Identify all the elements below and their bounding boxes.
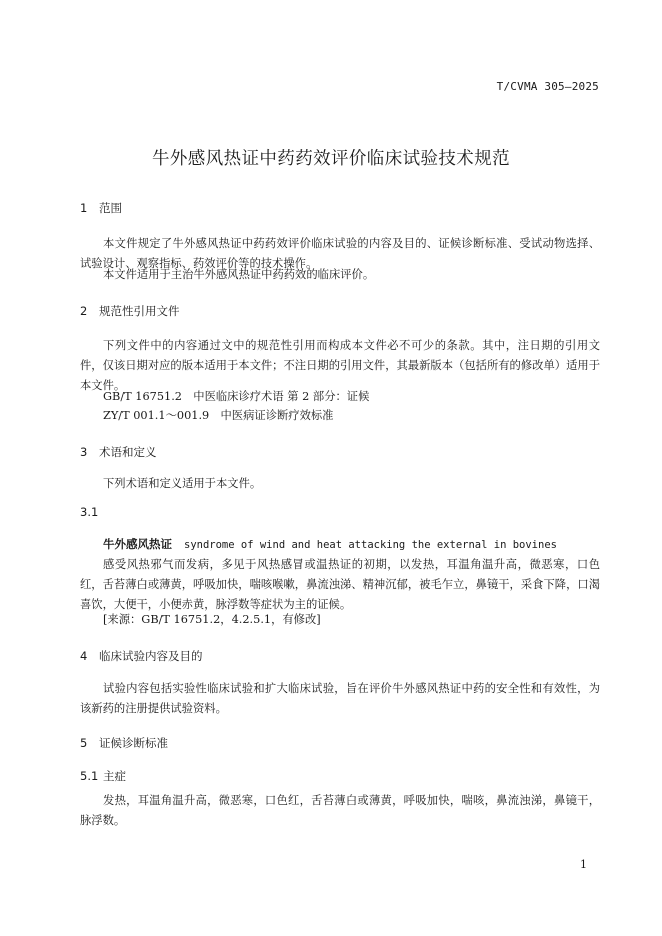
reference-1: GB/T 16751.2 中医临床诊疗术语 第 2 部分：证候	[103, 390, 370, 403]
section-1-title: 范围	[99, 201, 122, 215]
section-5-title: 证候诊断标准	[99, 736, 168, 750]
subsection-5-1-heading	[80, 768, 126, 784]
standard-code: T/CVMA 305—2025	[496, 80, 599, 93]
section-4-number: 4	[80, 649, 88, 663]
section-4-paragraph-1: 试验内容包括实验性临床试验和扩大临床试验，旨在评价牛外感风热证中药的安全性和有效性，为该新药的注册提供试验资料。	[80, 682, 600, 715]
subsection-5-1-title: 主症	[103, 769, 126, 783]
document-title: 牛外感风热证中药药效评价临床试验技术规范	[152, 149, 510, 169]
section-4-title: 临床试验内容及目的	[99, 649, 203, 663]
section-2-heading	[80, 303, 180, 319]
section-1-heading	[80, 200, 122, 216]
section-1-paragraph-1: 本文件规定了牛外感风热证中药药效评价临床试验的内容及目的、证候诊断标准、受试动物选择、试验设计、观察指标、药效评价等的技术操作。	[80, 237, 600, 270]
term-chinese: 牛外感风热证	[103, 537, 172, 551]
section-4-heading	[80, 648, 203, 664]
section-3-number: 3	[80, 445, 88, 459]
section-1-number: 1	[80, 201, 88, 215]
page-number: 1	[580, 858, 587, 871]
term-definition: 感受风热邪气而发病，多见于风热感冒或温热证的初期，以发热，耳温角温升高，微恶寒，口色红，舌苔薄白或薄黄，呼吸加快，喘咳喉嗽，鼻流浊涕、精神沉郁，被毛乍立，鼻镜干，采食下降，口渴喜饮，大便干，小便赤黄，脉浮数等症状为主的证候。	[80, 558, 600, 611]
term-english: syndrome of wind and heat attacking the external in bovines	[184, 539, 557, 551]
section-2-number: 2	[80, 304, 88, 318]
section-5-heading	[80, 735, 168, 751]
section-2-title: 规范性引用文件	[99, 304, 180, 318]
subsection-5-1-number: 5.1	[80, 769, 99, 783]
section-2-paragraph-1: 下列文件中的内容通过文中的规范性引用而构成本文件必不可少的条款。其中，注日期的引用文件，仅该日期对应的版本适用于本文件；不注日期的引用文件，其最新版本（包括所有的修改单）适用于本文件。	[80, 339, 600, 392]
section-1-paragraph-2: 本文件适用于主治牛外感风热证中药药效的临床评价。	[103, 268, 375, 281]
section-3-heading	[80, 444, 157, 460]
section-5-number: 5	[80, 736, 88, 750]
subsection-5-1-paragraph: 发热，耳温角温升高，微恶寒，口色红，舌苔薄白或薄黄，呼吸加快，喘咳，鼻流浊涕，鼻镜干，脉浮数。	[80, 794, 600, 827]
section-3-title: 术语和定义	[99, 445, 157, 459]
reference-2: ZY/T 001.1～001.9 中医病证诊断疗效标准	[103, 409, 334, 422]
section-3-paragraph-1: 下列术语和定义适用于本文件。	[103, 477, 262, 490]
term-number: 3.1	[80, 505, 99, 519]
term-entry	[103, 536, 557, 552]
term-source: [来源：GB/T 16751.2，4.2.5.1，有修改]	[103, 613, 321, 626]
